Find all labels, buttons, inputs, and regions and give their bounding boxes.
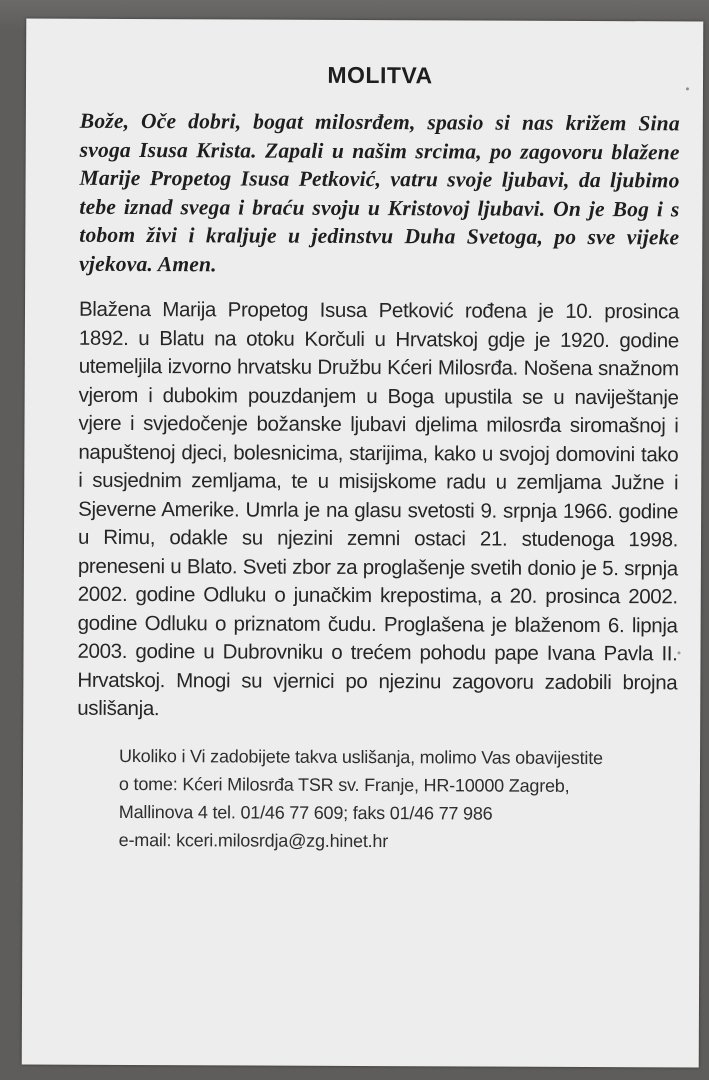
biography-text: Blažena Marija Propetog Isusa Petković rođena je 10. prosinca 1892. u Blatu na otoku Korčuli u Hrvatskoj gdje je 1920. godine utemeljila izvorno hrvatsku Družbu Kćeri Milosrđa. Nošena snažnom vjerom i dubokim pouzdanjem u Boga upustila se u naviještanje vjere i svjedočenje božanske ljubavi djelima milosrđa siromašnoj i napuštenoj djeci, bolesnicima, starijima, kako u svojoj domovini tako i susjednim zemljama, te u misijskome radu u zemljama Južne i Sjeverne Amerike. Umrla je na glasu svetosti 9. srpnja 1966. godine u Rimu, odakle su njezini zemni ostaci 21. studenoga 1998. preneseni u Blato. Sveti zbor za proglašenje svetih donio je 5. srpnja 2002. godine Odluku o junačkim krepostima, a 20. prosinca 2002. godine Odluku o priznatom čudu. Proglašena je blaženom 6. lipnja 2003. godine u Dubrovniku o trećem pohodu pape Ivana Pavla II. Hrvatskoj. Mnogi su vjernici po njezinu zagovoru zadobili brojna uslišanja. [77, 297, 680, 721]
prayer-card [22, 19, 704, 1068]
contact-email: e-mail: kceri.milosrdja@zg.hinet.hr [118, 829, 389, 851]
prayer-text: Bože, Oče dobri, bogat milosrđem, spasio si nas križem Sina svoga Isusa Krista. Zapali u našim srcima, po zagovoru blažene Marije Propetog Isusa Petković, vatru svoje ljubavi, da ljubimo tebe iznad svega i braću svoju u Kristovoj ljubavi. On je Bog i s tobom živi i kraljuje u jedinstvu Duha Svetoga, po sve vijeke vjekova. Amen. [79, 108, 680, 276]
paper-speck [678, 651, 681, 654]
contact-phone: Mallinova 4 tel. 01/46 77 609; faks 01/46 77 986 [118, 801, 493, 824]
contact-line: Ukoliko i Vi zadobijete takva uslišanja, molimo Vas obavijestite [119, 745, 603, 768]
contact-address: o tome: Kćeri Milosrđa TSR sv. Franje, HR-10000 Zagreb, [118, 773, 570, 796]
contact-info [119, 741, 677, 855]
card-content [77, 59, 680, 856]
card-title: MOLITVA [327, 61, 433, 89]
paper-speck [686, 87, 689, 90]
